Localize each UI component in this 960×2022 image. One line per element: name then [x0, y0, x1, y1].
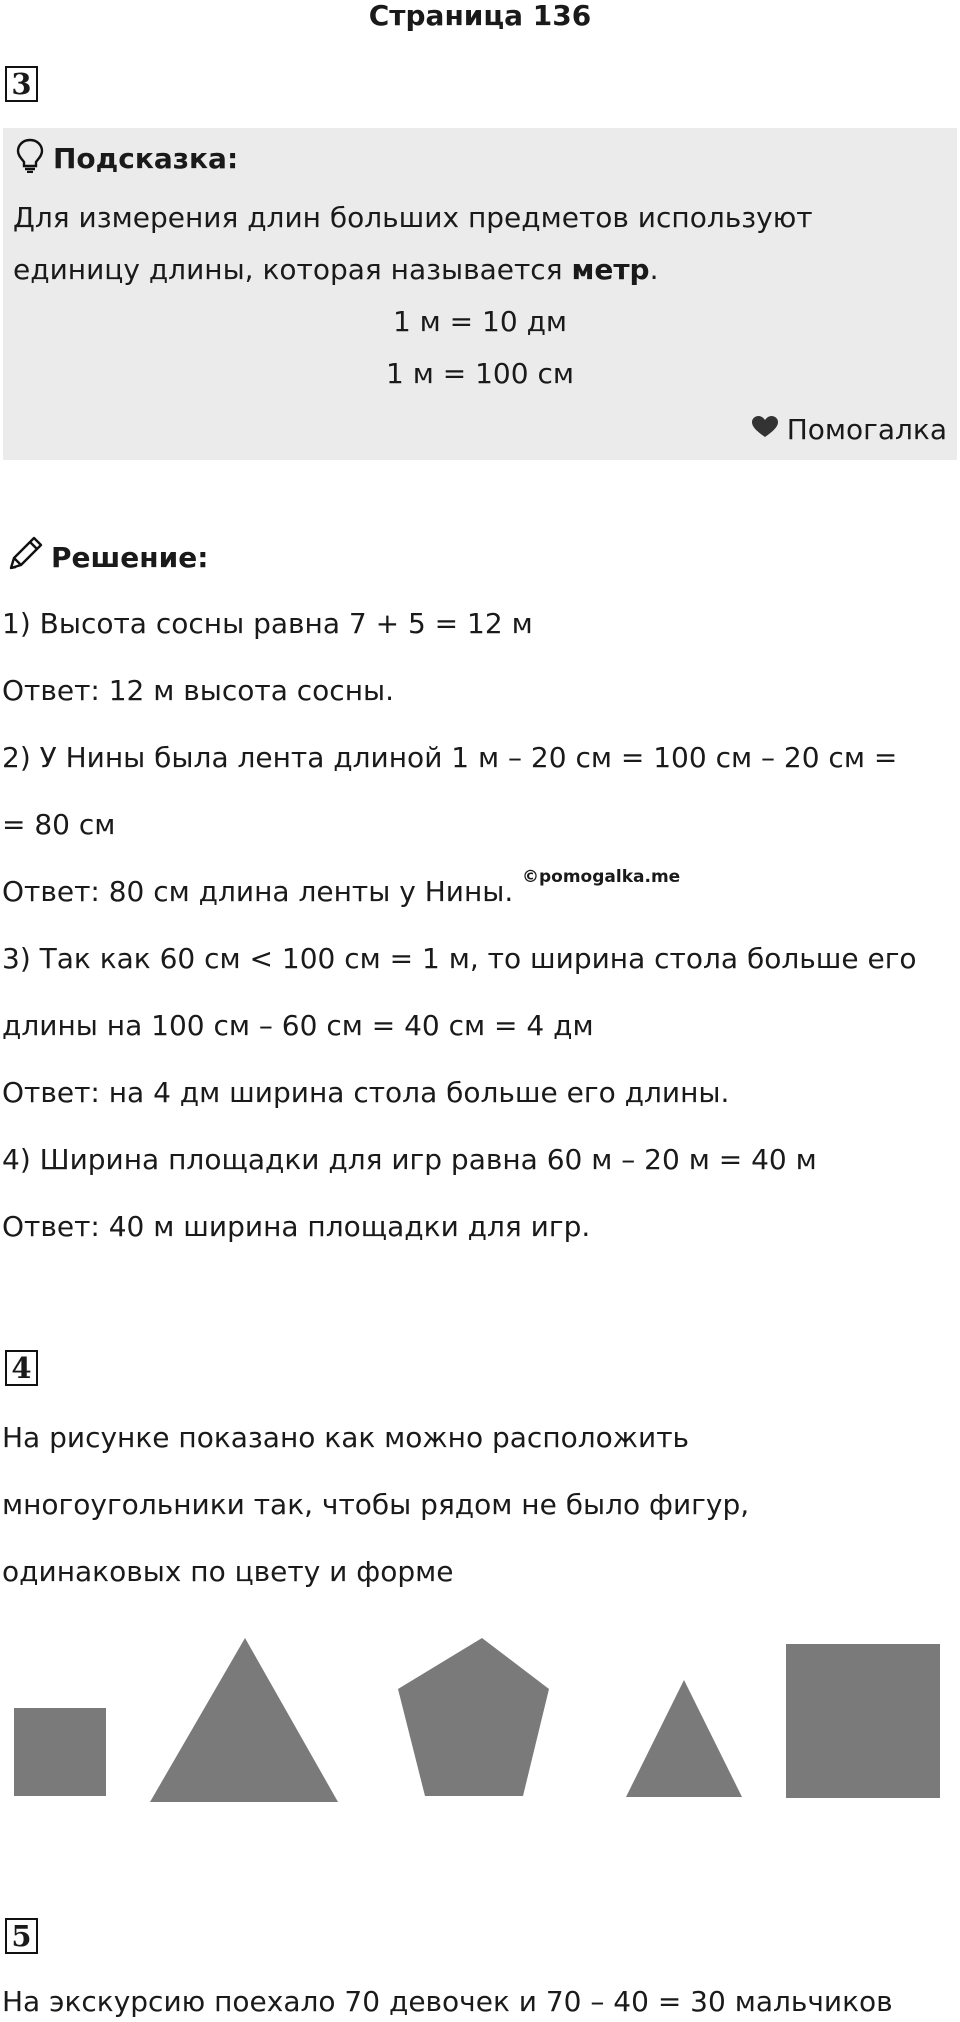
- watermark: ©pomogalka.me: [522, 867, 681, 887]
- large-square-figure: [786, 1644, 940, 1798]
- small-square-figure: [14, 1708, 106, 1796]
- hint-text-line-2: [13, 250, 659, 290]
- hint-term-metr: метр: [571, 253, 650, 286]
- hint-formula-2: 1 м = 100 см: [386, 357, 574, 390]
- solution-header: [5, 535, 208, 579]
- task-number-4: 4: [5, 1350, 38, 1386]
- pentagon-figure: [398, 1638, 549, 1796]
- solution-line-10: Ответ: 40 м ширина площадки для игр.: [2, 1210, 591, 1243]
- lightbulb-icon: [15, 137, 45, 180]
- hint-header: [15, 136, 238, 180]
- solution-line-7: длины на 100 см – 60 см = 40 см = 4 дм: [2, 1009, 594, 1042]
- solution-line-9: 4) Ширина площадки для игр равна 60 м – 20 м = 40 м: [2, 1143, 817, 1176]
- hint-text-part: единицу длины, которая называется: [13, 253, 572, 286]
- small-triangle-figure: [626, 1680, 742, 1797]
- pencil-icon: [5, 534, 45, 581]
- solution-line-2: Ответ: 12 м высота сосны.: [2, 674, 395, 707]
- solution-line-6: 3) Так как 60 см < 100 см = 1 м, то ширина стола больше его: [2, 942, 917, 975]
- large-triangle-figure: [150, 1638, 338, 1802]
- task4-line-3: одинаковых по цвету и форме: [2, 1555, 454, 1588]
- task4-line-2: многоугольники так, чтобы рядом не было фигур,: [2, 1488, 750, 1521]
- solution-line-4: = 80 см: [2, 808, 116, 841]
- credit: [751, 410, 947, 450]
- heart-icon: [751, 410, 779, 450]
- solution-line-5: Ответ: 80 см длина ленты у Нины.: [2, 875, 514, 908]
- solution-line-1: 1) Высота сосны равна 7 + 5 = 12 м: [2, 607, 533, 640]
- hint-text-end: .: [649, 253, 659, 286]
- hint-formula-1: 1 м = 10 дм: [392, 305, 568, 338]
- task-number-3: 3: [5, 66, 38, 102]
- task4-line-1: На рисунке показано как можно расположить: [2, 1421, 690, 1454]
- page-title: Страница 136: [368, 0, 592, 32]
- task5-line-1: На экскурсию поехало 70 девочек и 70 – 40 = 30 мальчиков: [2, 1985, 893, 2018]
- hint-box: [3, 128, 957, 460]
- credit-text: Помогалка: [786, 413, 947, 446]
- hint-title: Подсказка:: [53, 141, 239, 175]
- solution-title: Решение:: [51, 540, 209, 574]
- solution-line-8: Ответ: на 4 дм ширина стола больше его длины.: [2, 1076, 730, 1109]
- task-number-5: 5: [5, 1918, 38, 1954]
- polygons-figure: [0, 1622, 960, 1818]
- solution-line-3: 2) У Нины была лента длиной 1 м – 20 см = 100 см – 20 см =: [2, 741, 898, 774]
- hint-text-line-1: Для измерения длин больших предметов используют: [13, 201, 813, 234]
